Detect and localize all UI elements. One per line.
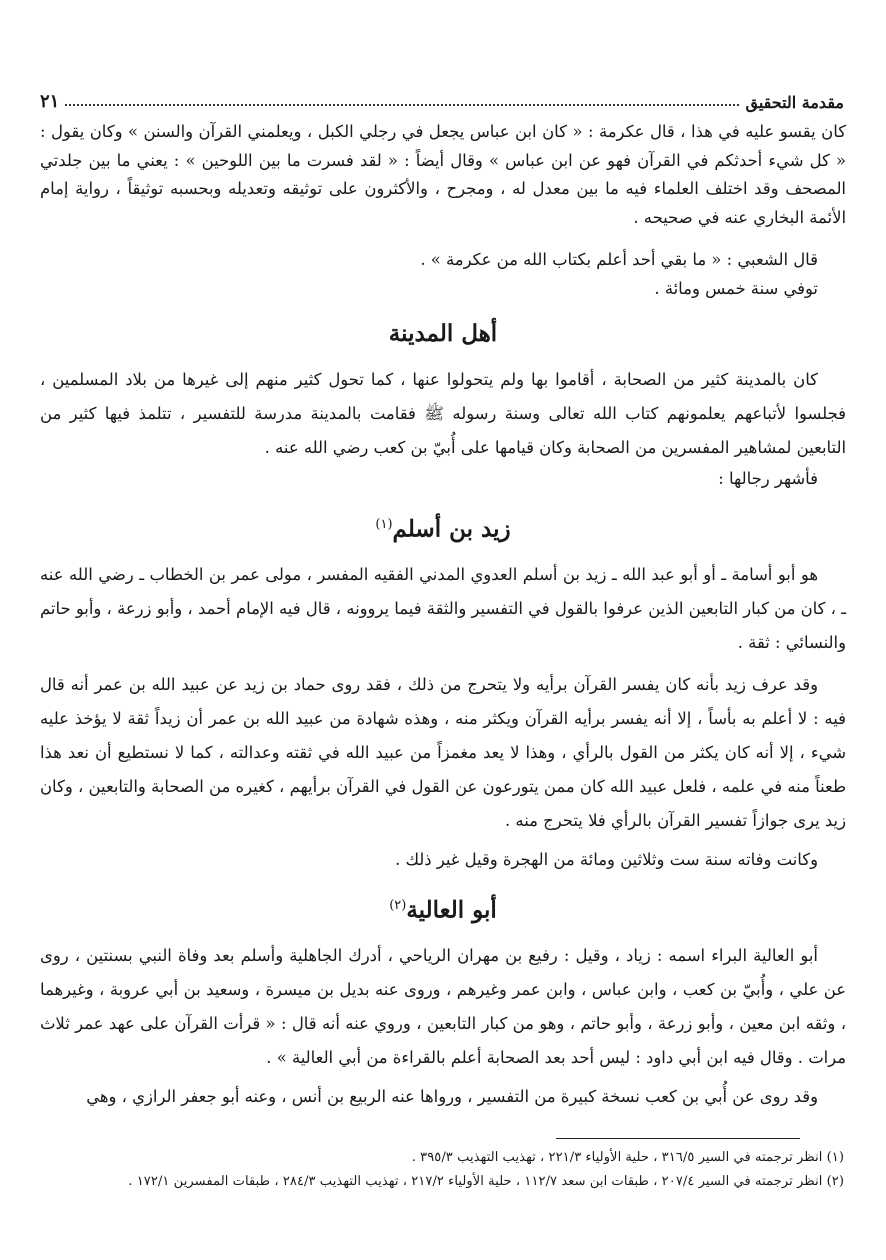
paragraph-ikrima-death: توفي سنة خمس ومائة . — [654, 278, 818, 298]
footnote-separator — [556, 1138, 800, 1139]
footnotes — [40, 1146, 844, 1194]
header-title: مقدمة التحقيق — [745, 93, 844, 112]
heading-abul-aliya-text: أبو العالية — [406, 896, 497, 924]
paragraph-madinah-school: كان بالمدينة كثير من الصحابة ، أقاموا بها ولم يتحولوا عنها ، كما تحول كثير منهم إلى غيرها من بلاد المسلمين ، فجلسوا لأتباعهم يعلمونهم كتاب الله تعالى وسنة رسوله ﷺ فقامت بالمدينة مدرسة للتفسير ، تتلمذ فيها كثير من التابعين لمشاهير المفسرين من الصحابة وكان قيامها على أُبيّ بن كعب رضي الله عنه . — [40, 370, 846, 457]
paragraph-zayd-death: وكانت وفاته سنة ست وثلاثين ومائة من الهجرة وقيل غير ذلك . — [395, 850, 818, 870]
footnote-ref-1: (١) — [375, 516, 393, 532]
section-heading-zayd — [40, 508, 846, 547]
heading-zayd-text: زيد بن أسلم — [392, 515, 511, 543]
section-heading-madinah: أهل المدينة — [388, 320, 498, 347]
footnote-ref-2: (٢) — [389, 897, 407, 913]
paragraph-famous-men: فأشهر رجالها : — [718, 469, 818, 488]
header-dot-leader — [65, 104, 739, 106]
page-body — [40, 118, 846, 1112]
paragraph-zayd-bio: هو أبو أسامة ـ أو أبو عبد الله ـ زيد بن أسلم العدوي المدني الفقيه المفسر ، مولى عمر بن الخطاب ـ رضي الله عنه ـ ، كان من كبار التابعين الذين عرفوا بالقول في التفسير والثقة فيما يروونه ، قال فيه الإمام أحمد ، وأبو زرعة ، وأبو حاتم والنسائي : ثقة . — [40, 565, 846, 653]
page-number: ٢١ — [40, 91, 60, 112]
paragraph-zayd-opinion: وقد عرف زيد بأنه كان يفسر القرآن برأيه ولا يتحرج من ذلك ، فقد روى حماد بن زيد عن عبيد الله بن عمر أنه قال فيه : لا أعلم به بأساً ، إلا أنه يفسر برأيه القرآن ويكثر منه ، وهذه شهادة من عبيد الله بن عمر أن زيداً ثقة لا يؤخذ عليه شيء ، إلا أنه كان يكثر من القول بالرأي ، وهذا لا يعد مغمزاً من عبيد الله في ثقته وعدالته ، كما لا نستطيع أن نعد هذا طعناً منه في علمه ، فلعل عبيد الله كان ممن يتورعون عن القول في القرآن برأيهم ، كغيره من الصحابة والتابعين ، وكان زيد يرى جوازاً تفسير القرآن بالرأي فلا يتحرج منه . — [40, 675, 846, 831]
running-header — [40, 84, 844, 112]
footnote-2: (٢) انظر ترجمته في السير ٢٠٧/٤ ، طبقات ابن سعد ١١٢/٧ ، حلية الأولياء ٢١٧/٢ ، تهذيب التهذيب ٢٨٤/٣ ، طبقات المفسرين ١٧٢/١ . — [128, 1174, 844, 1189]
paragraph-ikrima: كان يقسو عليه في هذا ، قال عكرمة : « كان ابن عباس يجعل في رجلي الكبل ، ويعلمني القرآن والسنن » وكان يقول : « كل شيء أحدثكم في القرآن فهو عن ابن عباس » وقال أيضاً : « لقد فسرت ما بين اللوحين » : يعني ما بين جلدتي المصحف وقد اختلف العلماء فيه ما بين معدل له ، ومجرح ، والأكثرون على توثيقه وتعديله وبحسبه توثيقاً ، رواية إمام الأئمة البخاري عنه في صحيحه . — [40, 122, 846, 227]
paragraph-abul-aliya-bio: أبو العالية البراء اسمه : زياد ، وقيل : رفيع بن مهران الرياحي ، أدرك الجاهلية وأسلم بعد وفاة النبي بسنتين ، روى عن علي ، وأُبيّ بن كعب ، وابن عباس ، وابن عمر وغيرهم ، وروى عنه بديل بن ميسرة ، وسعيد بن أبي عروبة ، وغيرهما ، وثقه ابن معين ، وأبو زرعة ، وأبو حاتم ، وهو من كبار التابعين ، وروي عنه أنه قال : « قرأت القرآن على عهد عمر ثلاث مرات . وقال فيه ابن أبي داود : ليس أحد بعد الصحابة أعلم بالقراءة من أبي العالية » . — [40, 946, 846, 1068]
paragraph-abul-aliya-tafsir: وقد روى عن أُبي بن كعب نسخة كبيرة من التفسير ، ورواها عنه الربيع بن أنس ، وعنه أبو جعفر الرازي ، وهي — [86, 1087, 818, 1107]
footnote-1: (١) انظر ترجمته في السير ٣١٦/٥ ، حلية الأولياء ٢٢١/٣ ، تهذيب التهذيب ٣٩٥/٣ . — [411, 1150, 844, 1165]
section-heading-abul-aliya — [40, 889, 846, 928]
paragraph-shabi-quote: قال الشعبي : « ما بقي أحد أعلم بكتاب الله من عكرمة » . — [420, 250, 818, 269]
